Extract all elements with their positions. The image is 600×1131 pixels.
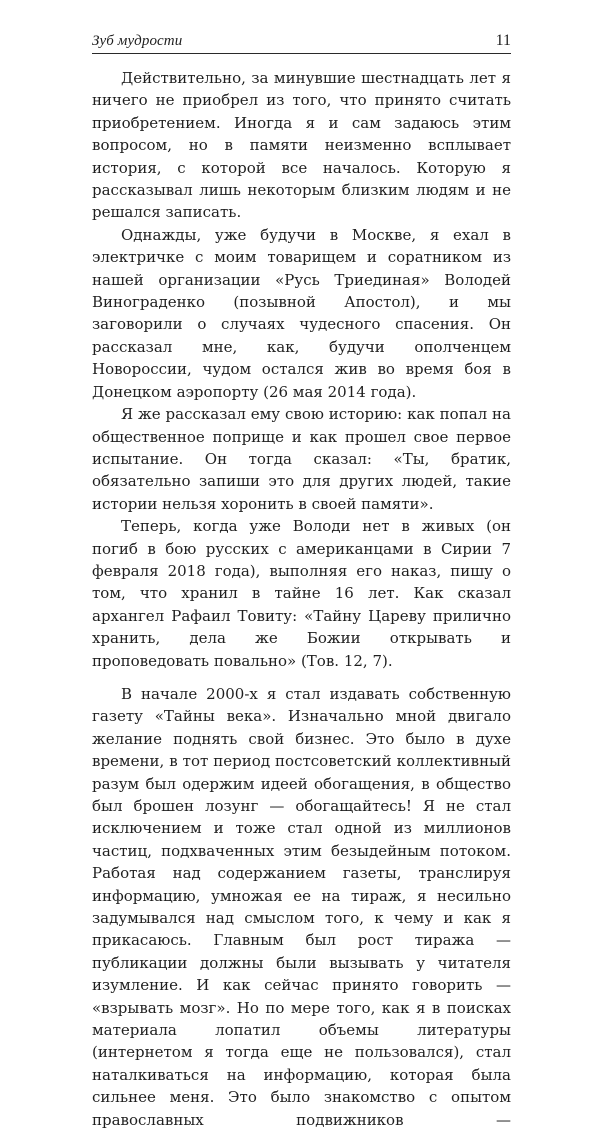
paragraph-5: В начале 2000-х я стал издавать собственную газету «Тайны века». Изначально мной двигало желание поднять свой бизнес. Это было в духе времени, в тот период постсоветский коллективный разум был одержим идеей обогащения, в общество был брошен лозунг — обогащайтесь! Я не стал исключением и тоже стал одной из миллионов частиц, подхваченных этим безыдейным потоком. Работая над содержанием газеты, транслируя информацию, умножая ее на тираж, я несильно задумывался над смыслом того, к чему и как я прикасаюсь. Главным был рост тиража — публикации должны были вызывать у читателя изумление. И как сейчас принято говорить — «взрывать мозг». Но по мере того, как я в поисках материала лопатил объемы литературы (интернетом я тогда еще не пользовался), стал наталкиваться на информацию, которая была сильнее меня. Это было знакомство с опытом православных подвижников —	[92, 684, 511, 1129]
running-head	[92, 31, 511, 54]
paragraph-2: Однажды, уже будучи в Москве, я ехал в электричке с моим товарищем и соратником из нашей организации «Русь Триединая» Володей Винограденко (позывной Апостол), и мы заговорили о случаях чудесного спасения. Он рассказал мне, как, будучи ополченцем Новороссии, чудом остался жив во время боя в Донецком аэропорту (26 мая 2014 года).	[92, 225, 511, 401]
body-text	[92, 67, 511, 1131]
page-number: 11	[495, 32, 511, 49]
running-title: Зуб мудрости	[92, 33, 183, 49]
paragraph-3: Я же рассказал ему свою историю: как попал на общественное поприще и как прошел свое первое испытание. Он тогда сказал: «Ты, братик, обязательно запиши это для других людей, такие истории нельзя хоронить в своей памяти».	[92, 405, 511, 513]
paragraph-4: Теперь, когда уже Володи нет в живых (он погиб в бою русских с американцами в Сирии 7 февраля 2018 года), выполняя его наказ, пишу о том, что хранил в тайне 16 лет. Как сказал архангел Рафаил Товиту: «Тайну Цареву прилично хранить, дела же Божии открывать и проповедовать повально» (Тов. 12, 7).	[92, 517, 511, 670]
paragraph-1: Действительно, за минувшие шестнадцать лет я ничего не приобрел из того, что принято считать приобретением. Иногда я и сам задаюсь этим вопросом, но в памяти неизменно всплывает история, с которой все началось. Которую я рассказывал лишь некоторым близким людям и не решался записать.	[92, 69, 511, 222]
